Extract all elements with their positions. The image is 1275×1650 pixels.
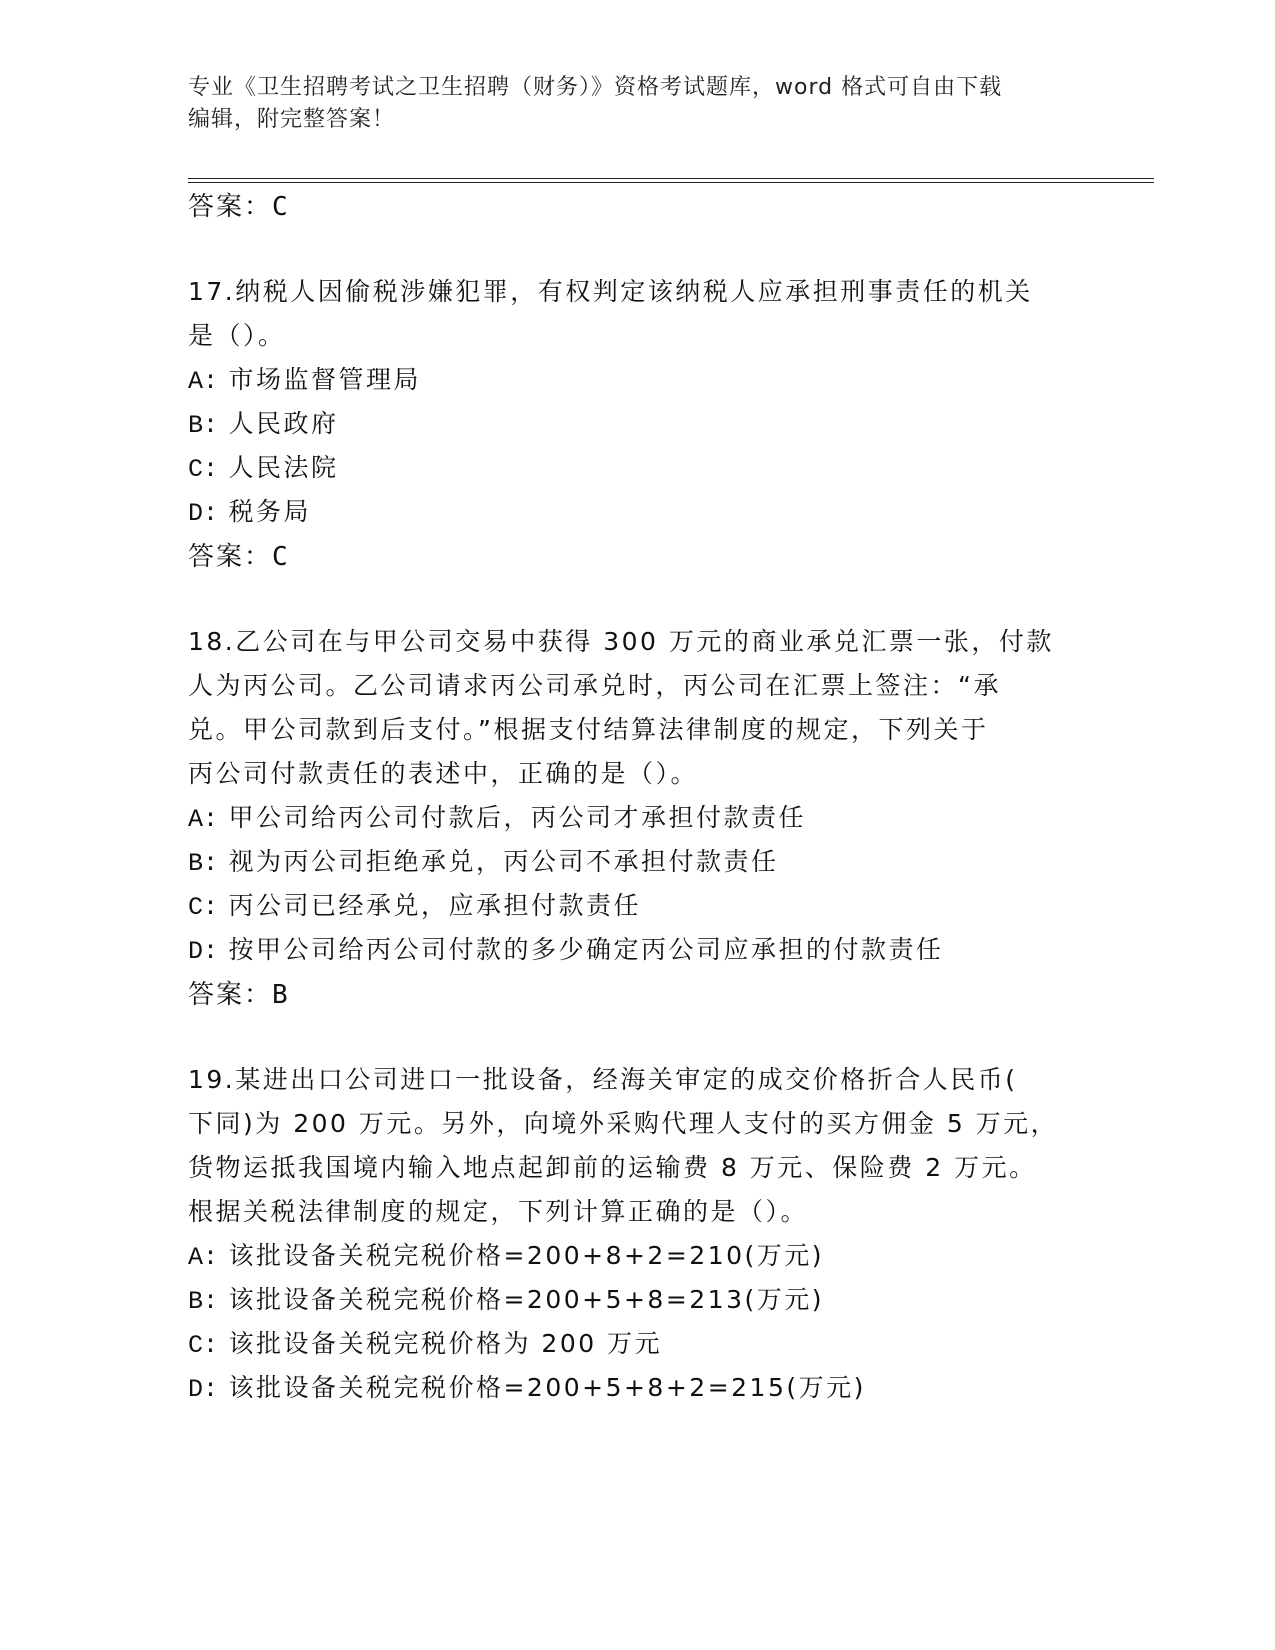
option-c bbox=[188, 1324, 662, 1360]
header-line-2: 编辑，附完整答案！ bbox=[188, 107, 396, 132]
answer-label: 答案： bbox=[188, 542, 273, 572]
option-d bbox=[188, 1368, 866, 1404]
question-stem-line: 丙公司付款责任的表述中，正确的是（）。 bbox=[188, 759, 699, 788]
option-c bbox=[188, 448, 338, 484]
option-text: 人民政府 bbox=[228, 409, 339, 438]
option-b bbox=[188, 404, 338, 440]
option-text: 市场监督管理局 bbox=[228, 365, 421, 394]
option-text: 税务局 bbox=[228, 497, 311, 526]
answer-line bbox=[188, 186, 290, 223]
option-text: 该批设备关税完税价格=200+8+2=210(万元) bbox=[228, 1241, 825, 1270]
option-letter: B: bbox=[188, 411, 219, 440]
option-b bbox=[188, 842, 778, 878]
option-letter: C: bbox=[188, 1331, 219, 1360]
option-letter: A: bbox=[188, 1243, 219, 1272]
option-text: 该批设备关税完税价格为 200 万元 bbox=[228, 1329, 663, 1358]
option-d bbox=[188, 930, 943, 966]
option-text: 人民法院 bbox=[228, 453, 339, 482]
question-stem-line: 18.乙公司在与甲公司交易中获得 300 万元的商业承兑汇票一张，付款 bbox=[188, 627, 1054, 656]
answer-line bbox=[188, 974, 290, 1011]
page-header bbox=[188, 72, 1068, 136]
option-a bbox=[188, 1236, 824, 1272]
answer-value: C bbox=[272, 542, 290, 572]
option-letter: A: bbox=[188, 805, 219, 834]
header-line-1: 专业《卫生招聘考试之卫生招聘（财务）》资格考试题库，word 格式可自由下载 bbox=[188, 75, 1003, 100]
option-letter: B: bbox=[188, 1287, 219, 1316]
question-stem-line: 人为丙公司。乙公司请求丙公司承兑时，丙公司在汇票上签注：“承 bbox=[188, 671, 1001, 700]
header-divider-top bbox=[188, 178, 1154, 179]
answer-label: 答案： bbox=[188, 192, 273, 222]
option-d bbox=[188, 492, 311, 528]
option-a bbox=[188, 360, 421, 396]
option-text: 丙公司已经承兑，应承担付款责任 bbox=[228, 891, 641, 920]
question-stem-line: 19.某进出口公司进口一批设备，经海关审定的成交价格折合人民币( bbox=[188, 1065, 1018, 1094]
answer-value: B bbox=[272, 980, 290, 1010]
option-b bbox=[188, 1280, 824, 1316]
option-text: 该批设备关税完税价格=200+5+8=213(万元) bbox=[228, 1285, 825, 1314]
question-stem-line: 17.纳税人因偷税涉嫌犯罪，有权判定该纳税人应承担刑事责任的机关 bbox=[188, 277, 1033, 306]
option-text: 该批设备关税完税价格=200+5+8+2=215(万元) bbox=[228, 1373, 866, 1402]
option-letter: A: bbox=[188, 367, 219, 396]
option-letter: D: bbox=[188, 937, 219, 966]
option-letter: C: bbox=[188, 455, 219, 484]
option-a bbox=[188, 798, 806, 834]
option-letter: D: bbox=[188, 499, 219, 528]
question-stem-line: 兑。甲公司款到后支付。”根据支付结算法律制度的规定，下列关于 bbox=[188, 715, 989, 744]
option-letter: D: bbox=[188, 1375, 219, 1404]
question-stem-line: 货物运抵我国境内输入地点起卸前的运输费 8 万元、保险费 2 万元。 bbox=[188, 1153, 1037, 1182]
option-letter: C: bbox=[188, 893, 219, 922]
header-divider-bottom bbox=[188, 182, 1154, 183]
option-c bbox=[188, 886, 641, 922]
option-letter: B: bbox=[188, 849, 219, 878]
answer-label: 答案： bbox=[188, 980, 273, 1010]
option-text: 按甲公司给丙公司付款的多少确定丙公司应承担的付款责任 bbox=[228, 935, 944, 964]
question-stem-line: 下同)为 200 万元。另外，向境外采购代理人支付的买方佣金 5 万元， bbox=[188, 1109, 1059, 1138]
question-stem-line: 根据关税法律制度的规定，下列计算正确的是（）。 bbox=[188, 1197, 809, 1226]
answer-line bbox=[188, 536, 290, 573]
option-text: 视为丙公司拒绝承兑，丙公司不承担付款责任 bbox=[228, 847, 779, 876]
question-stem-line: 是（）。 bbox=[188, 321, 286, 350]
option-text: 甲公司给丙公司付款后，丙公司才承担付款责任 bbox=[228, 803, 806, 832]
answer-value: C bbox=[272, 192, 290, 222]
